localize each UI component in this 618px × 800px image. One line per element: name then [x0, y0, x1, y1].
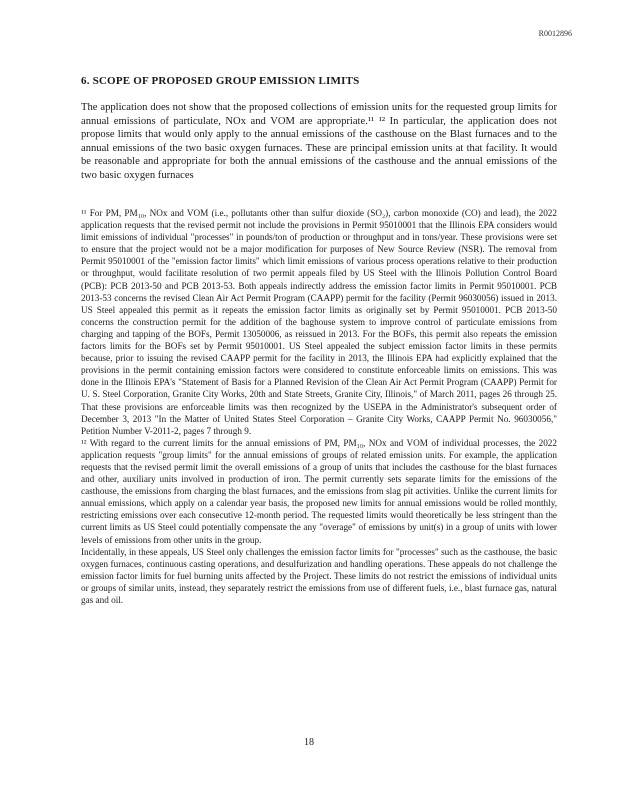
footnotes [81, 207, 557, 606]
footnote-12-continuation: Incidentally, in these appeals, US Steel only challenges the emission factor limits for "processes" such as the casthouse, the basic oxygen furnaces, continuous casting operations, and desulfurization and handling operations. These appeals do not challenge the emission factor limits for fuel burning units affected by the Project. These limits do not restrict the emissions of individual units or groups of similar units, instead, they separately restrict the emissions from use of different fuels, i.e., blast furnace gas, natural gas and oil. [81, 546, 557, 605]
page-number: 18 [304, 737, 314, 748]
section-heading: 6. SCOPE OF PROPOSED GROUP EMISSION LIMITS [81, 75, 360, 87]
footnote-11: ¹¹ For PM, PM₁₀, NOx and VOM (i.e., pollutants other than sulfur dioxide (SO₂), carbon monoxide (CO) and lead), the 2022 application requests that the revised permit not include the provisions in Permit 95010001 that the Illinois EPA considers would limit emissions of individual "processes" in pounds/ton of production or throughput and in tons/year. These provisions were set to ensure that the project would not be a major modification for purposes of New Source Review (NSR). The removal from Permit 95010001 of the "emission factor limits" which limit emissions of various process operations relative to their production or throughput, would facilitate resolution of two permit appeals filed by US Steel with the Illinois Pollution Control Board (PCB): PCB 2013-50 and PCB 2013-53. Both appeals indirectly address the emission factor limits in Permit 95010001. PCB 2013-53 concerns the revised Clean Air Act Permit Program (CAAPP) permit for the facility (Permit 96030056) issued in 2013. US Steel appealed this permit as it repeats the emission factor limits as originally set by Permit 95010001. PCB 2013-50 concerns the construction permit for the addition of the baghouse system to improve control of particulate emissions from charging and tapping of the BOFs, Permit 13050006, as reissued in 2013. For the BOFs, this permit also repeats the emission factors limits for the BOFs set by Permit 95010001. US Steel appealed the subject emission factor limits in these permits because, prior to issuing the revised CAAPP permit for the facility in 2013, the Illinois EPA had explicitly explained that the provisions in the permit containing emission factors were considered to constitute enforceable limits on emissions. This was done in the Illinois EPA's "Statement of Basis for a Planned Revision of the Clean Air Act Permit Program (CAAPP) Permit for U. S. Steel Corporation, Granite City Works, 20th and State Streets, Granite City, Illinois," of March 2011, pages 26 through 25. That these provisions are enforceable limits was then recognized by the USEPA in the Administrator's subsequent order of December 3, 2013 "In the Matter of United States Steel Corporation – Granite City Works, CAAPP Permit No. 96030056," Petition Number V-2011-2, pages 7 through 9. [81, 208, 557, 436]
document-id: R0012896 [538, 29, 572, 38]
body-paragraph: The application does not show that the proposed collections of emission units for the requested group limits for annual emissions of particulate, NOx and VOM are appropriate.¹¹ ¹² In particular, the application does not propose limits that would only apply to the annual emissions of the casthouse on the Blast furnaces and to the annual emissions of the two basic oxygen furnaces. These are principal emission units at that facility. It would be reasonable and appropriate for both the annual emissions of the casthouse and the annual emissions of the two basic oxygen furnaces [81, 102, 557, 181]
footnote-12: ¹² With regard to the current limits for the annual emissions of PM, PM₁₀, NOx and VOM of individual processes, the 2022 application requests "group limits" for the annual emissions of groups of related emission units. For example, the application requests that the revised permit limit the overall emissions of a group of units that includes the casthouse for the blast furnaces and other, auxiliary units involved in production of iron. The permit currently sets separate limits for the emissions of the casthouse, the emissions from charging the blast furnaces, and the emissions from slag pit activities. Unlike the current limits for annual emissions, which apply on a calendar year basis, the proposed new limits for annual emissions would be rolled monthly, restricting emissions over each consecutive 12-month period. The requested limits would theoretically be less stringent than the current limits as US Steel could potentially compensate the any "overage" of emissions by unit(s) in a group of units with lower levels of emissions from other units in the group. [81, 437, 557, 545]
